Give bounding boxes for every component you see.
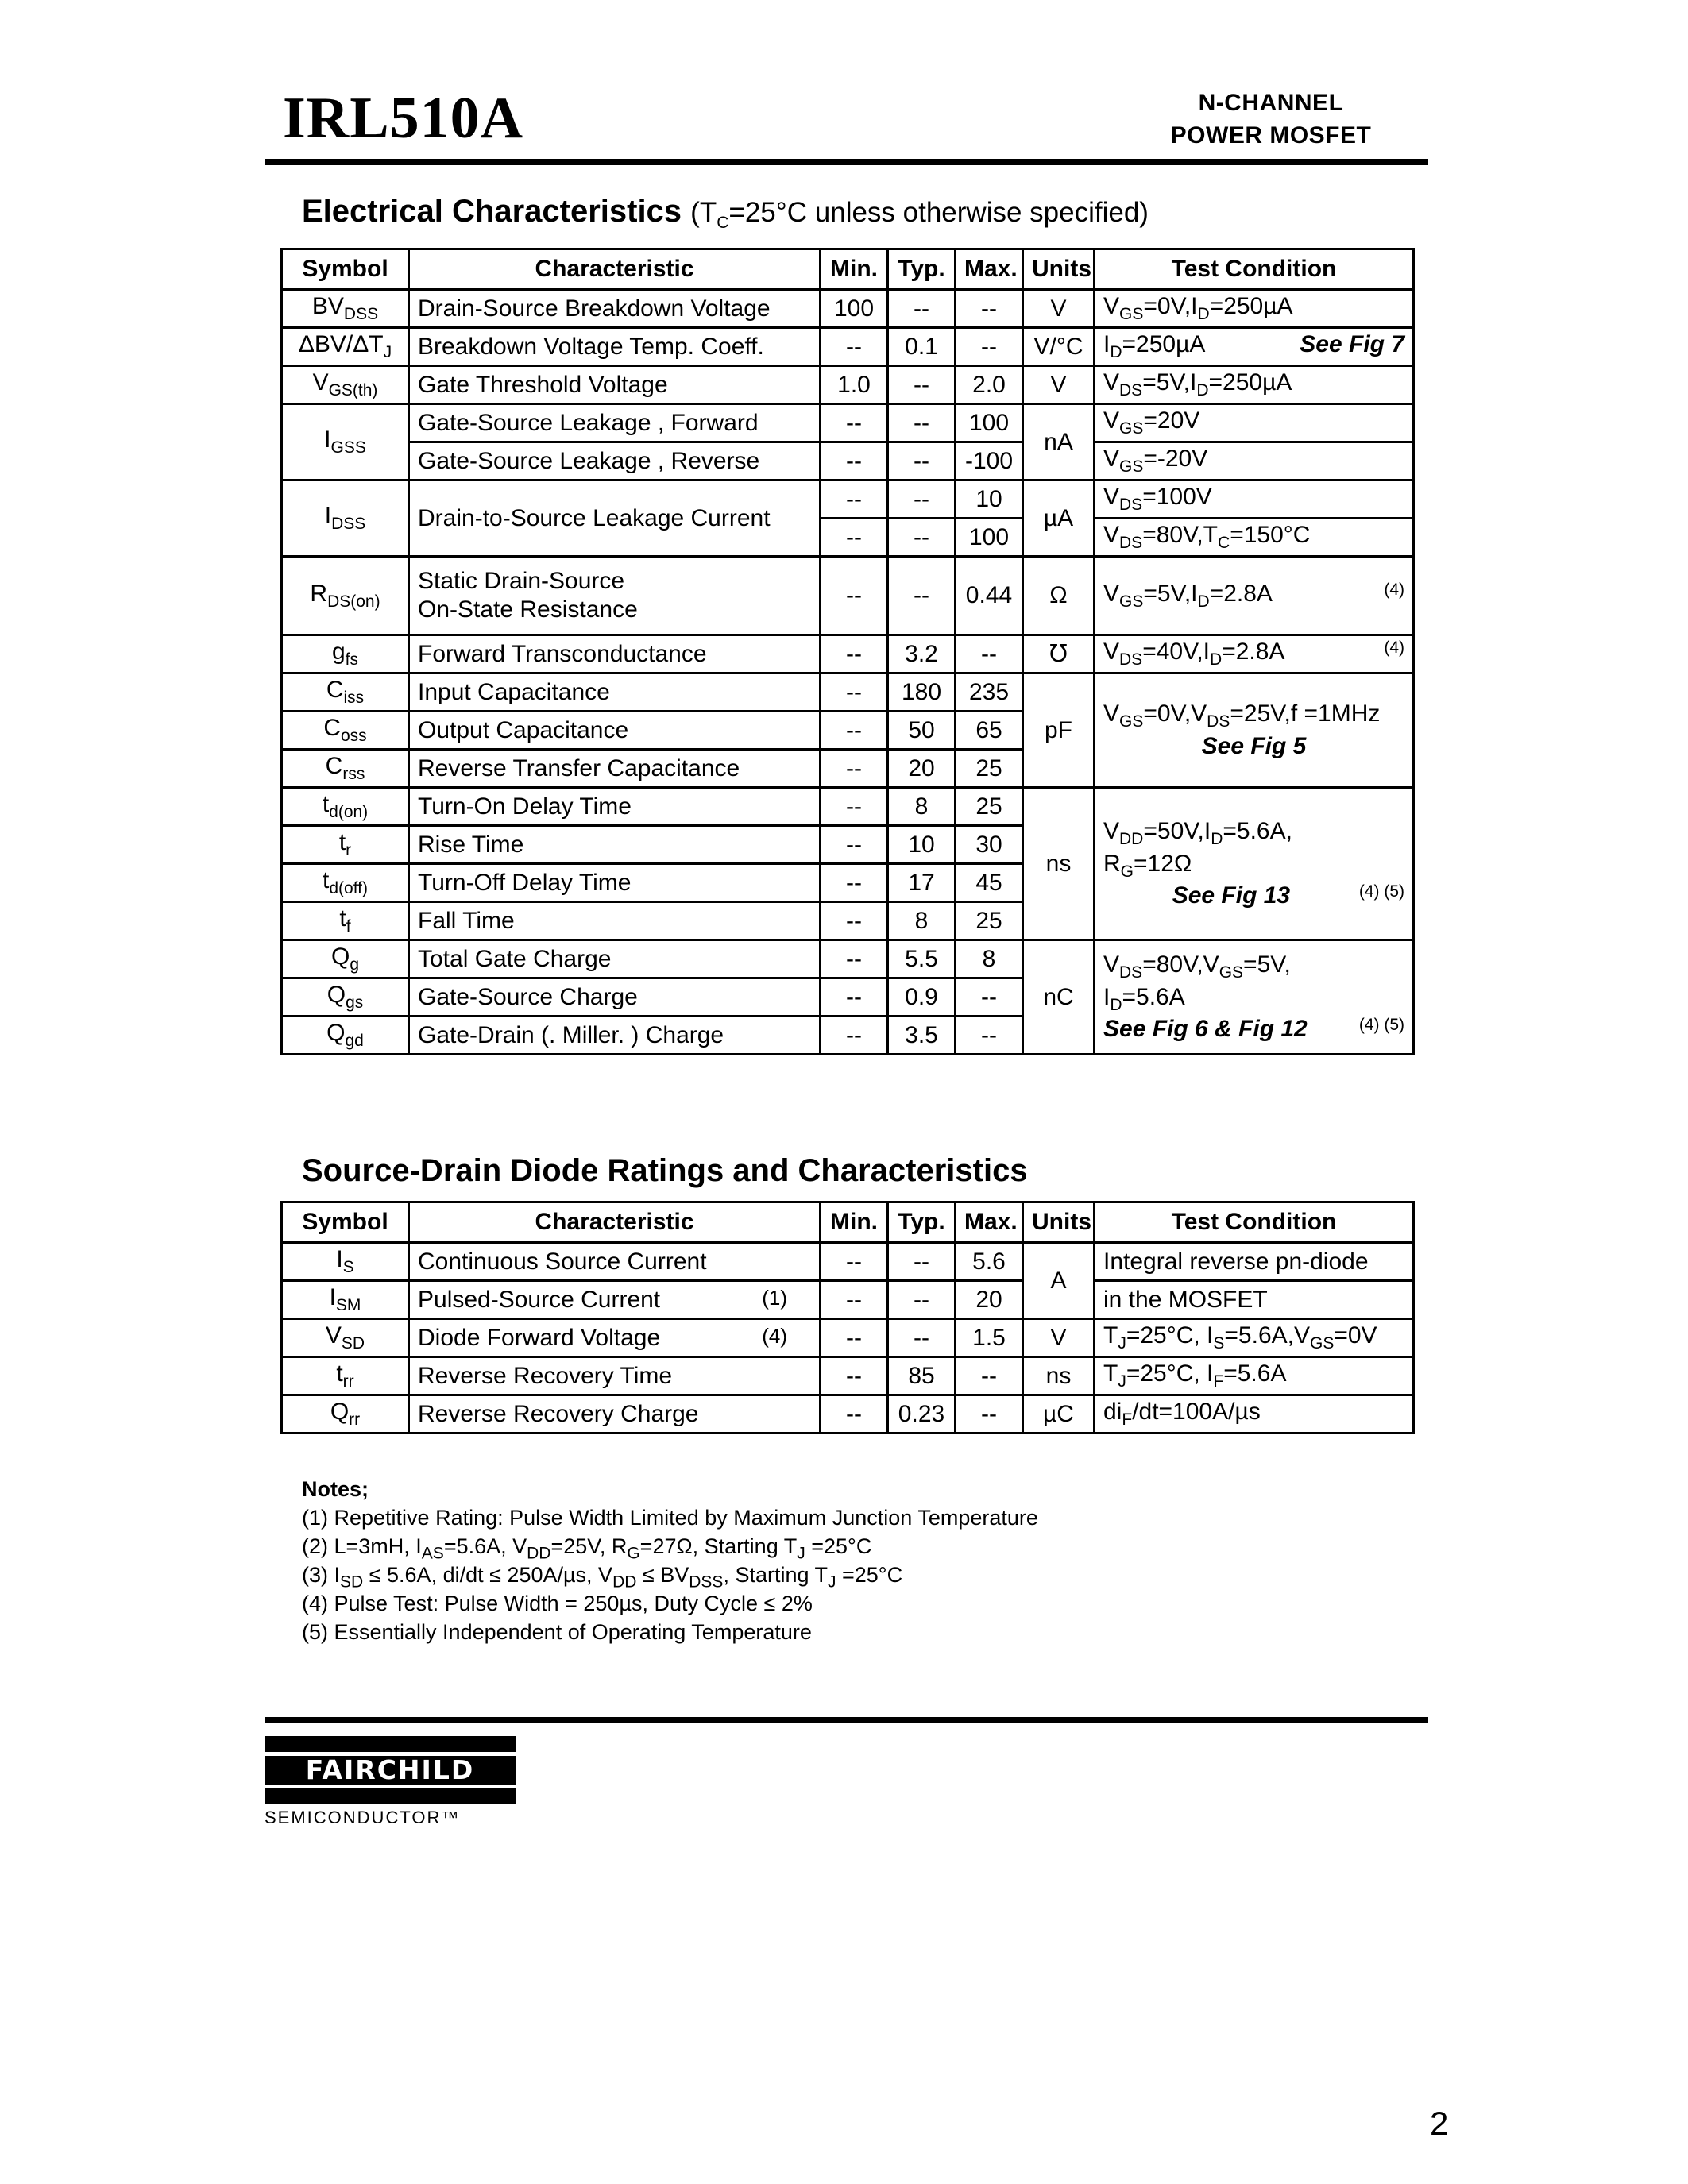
figure-reference: See Fig 5 — [1201, 732, 1307, 759]
symbol-cell: $I_S$ — [282, 1243, 409, 1281]
typ-cell: 0.1 — [888, 328, 956, 366]
table-header-row — [282, 249, 1414, 290]
max-cell: -- — [956, 290, 1023, 328]
max-cell: -100 — [956, 442, 1023, 480]
characteristic-cell: Turn-On Delay Time — [409, 788, 821, 826]
max-cell: 235 — [956, 673, 1023, 712]
note-reference: (4) — [1384, 639, 1404, 658]
section-title-text: Electrical Characteristics — [302, 194, 682, 229]
symbol-cell: $t_r$ — [282, 826, 409, 864]
figure-reference: See Fig 7 — [1300, 331, 1404, 358]
source-drain-diode-table — [280, 1201, 1415, 1434]
symbol-cell: $I_{SM}$ — [282, 1281, 409, 1319]
table-row — [282, 366, 1414, 404]
symbol-cell: $V_{GS(th)}$ — [282, 366, 409, 404]
symbol-cell: $R_{DS(on)}$ — [282, 557, 409, 635]
col-header-symbol: Symbol — [282, 1202, 409, 1243]
note-2: (2) L=3mH, $I_{AS}=5.6A$, $V_{DD}=25V$, $R_G=27\Omega$, Starting $T_J =25^\circ C$ — [302, 1534, 872, 1563]
typ-cell: -- — [888, 366, 956, 404]
symbol-cell: $g_{fs}$ — [282, 635, 409, 673]
typ-cell: 8 — [888, 902, 956, 940]
characteristic-cell: Gate-Source Charge — [409, 978, 821, 1017]
min-cell: -- — [821, 519, 888, 557]
col-header-units: Units — [1023, 1202, 1095, 1243]
test-condition-cell: $T_J=25^\circ C$, $I_S=5.6A,V_{GS}=0V$ — [1095, 1319, 1414, 1357]
typ-cell: 180 — [888, 673, 956, 712]
max-cell: 5.6 — [956, 1243, 1023, 1281]
max-cell: -- — [956, 978, 1023, 1017]
symbol-cell: $BV_{DSS}$ — [282, 290, 409, 328]
test-condition-cell: $I_D=250\mu A$ See Fig 7 — [1095, 328, 1414, 366]
table-row — [282, 442, 1414, 480]
units-cell: ns — [1023, 788, 1095, 940]
table-row — [282, 1319, 1414, 1357]
table-row — [282, 1243, 1414, 1281]
test-condition-cell: $T_J=25^\circ C$, $I_F=5.6A$ — [1095, 1357, 1414, 1395]
page-number: 2 — [1430, 2105, 1449, 2142]
table-row — [282, 1357, 1414, 1395]
min-cell: -- — [821, 1319, 888, 1357]
min-cell: -- — [821, 557, 888, 635]
min-cell: -- — [821, 635, 888, 673]
test-condition-cell: $V_{DS}=40V,I_D=2.8A$ (4) — [1095, 635, 1414, 673]
note-reference: (4) — [1384, 580, 1404, 599]
min-cell: -- — [821, 1281, 888, 1319]
characteristic-cell: Rise Time — [409, 826, 821, 864]
characteristic-cell: Drain-Source Breakdown Voltage — [409, 290, 821, 328]
min-cell: -- — [821, 1243, 888, 1281]
min-cell: -- — [821, 788, 888, 826]
typ-cell: 3.5 — [888, 1017, 956, 1055]
min-cell: -- — [821, 978, 888, 1017]
symbol-cell: $V_{SD}$ — [282, 1319, 409, 1357]
col-header-min: Min. — [821, 1202, 888, 1243]
table-row — [282, 557, 1414, 635]
table-header-row — [282, 1202, 1414, 1243]
min-cell: -- — [821, 673, 888, 712]
col-header-characteristic: Characteristic — [409, 1202, 821, 1243]
symbol-cell: $t_{d(on)}$ — [282, 788, 409, 826]
electrical-characteristics-title — [302, 194, 1149, 233]
test-condition-cell: $V_{DD}=50V,I_D=5.6A$, $R_G=12\Omega$ See Fig 13 (4) (5) — [1095, 788, 1414, 940]
typ-cell: 0.23 — [888, 1395, 956, 1433]
max-cell: 65 — [956, 712, 1023, 750]
test-condition-cell: $V_{DS}=5V,I_D=250\mu A$ — [1095, 366, 1414, 404]
table-row — [282, 940, 1414, 978]
test-condition-cell: $V_{GS}=0V,I_D=250\mu A$ — [1095, 290, 1414, 328]
characteristic-cell: Output Capacitance — [409, 712, 821, 750]
units-cell: V — [1023, 1319, 1095, 1357]
typ-cell: 3.2 — [888, 635, 956, 673]
symbol-cell: $I_{GSS}$ — [282, 404, 409, 480]
characteristic-cell: Turn-Off Delay Time — [409, 864, 821, 902]
typ-cell: 85 — [888, 1357, 956, 1395]
figure-reference: See Fig 6 & Fig 12 — [1103, 1015, 1308, 1042]
temperature-condition: ($T_C=25^\circ C$ unless otherwise specified) — [690, 197, 1149, 232]
symbol-cell: $C_{iss}$ — [282, 673, 409, 712]
units-cell: V — [1023, 290, 1095, 328]
table-row — [282, 328, 1414, 366]
max-cell: -- — [956, 328, 1023, 366]
min-cell: -- — [821, 328, 888, 366]
min-cell: -- — [821, 404, 888, 442]
max-cell: 1.5 — [956, 1319, 1023, 1357]
test-condition-cell: $V_{DS}=100V$ — [1095, 480, 1414, 519]
symbol-cell: ΔBV/$\Delta T_J$ — [282, 328, 409, 366]
units-cell: nC — [1023, 940, 1095, 1055]
col-header-typ: Typ. — [888, 1202, 956, 1243]
symbol-cell: $Q_{gs}$ — [282, 978, 409, 1017]
note-reference: (1) — [762, 1285, 787, 1310]
min-cell: -- — [821, 864, 888, 902]
source-drain-diode-title: Source-Drain Diode Ratings and Characteristics — [302, 1153, 1028, 1188]
units-cell: V/°C — [1023, 328, 1095, 366]
units-cell: V — [1023, 366, 1095, 404]
test-condition-cell: $V_{DS}=80V,T_C=150^\circ C$ — [1095, 519, 1414, 557]
typ-cell: 50 — [888, 712, 956, 750]
units-cell: pF — [1023, 673, 1095, 788]
col-header-symbol: Symbol — [282, 249, 409, 290]
units-cell: ℧ — [1023, 635, 1095, 673]
typ-cell: -- — [888, 1281, 956, 1319]
units-cell: µA — [1023, 480, 1095, 557]
test-condition-cell: $V_{GS}=-20V$ — [1095, 442, 1414, 480]
table-row — [282, 404, 1414, 442]
typ-cell: 0.9 — [888, 978, 956, 1017]
test-condition-cell: in the MOSFET — [1095, 1281, 1414, 1319]
min-cell: -- — [821, 1357, 888, 1395]
test-condition-cell: $di_F/dt=100A/\mu s$ — [1095, 1395, 1414, 1433]
footer-rule — [265, 1717, 1428, 1723]
units-cell: nA — [1023, 404, 1095, 480]
min-cell: -- — [821, 826, 888, 864]
min-cell: 1.0 — [821, 366, 888, 404]
symbol-cell: $t_{d(off)}$ — [282, 864, 409, 902]
figure-reference: See Fig 13 — [1172, 882, 1291, 909]
symbol-cell: $C_{rss}$ — [282, 750, 409, 788]
units-cell: µC — [1023, 1395, 1095, 1433]
electrical-characteristics-table — [280, 248, 1415, 1055]
characteristic-cell: Gate-Source Leakage , Forward — [409, 404, 821, 442]
characteristic-cell: Reverse Recovery Time — [409, 1357, 821, 1395]
table-row — [282, 1395, 1414, 1433]
characteristic-cell: Reverse Recovery Charge — [409, 1395, 821, 1433]
max-cell: 20 — [956, 1281, 1023, 1319]
part-number: IRL510A — [283, 86, 524, 151]
max-cell: 25 — [956, 902, 1023, 940]
units-cell: ns — [1023, 1357, 1095, 1395]
table-row — [282, 635, 1414, 673]
note-1: (1) Repetitive Rating: Pulse Width Limited by Maximum Junction Temperature — [302, 1506, 1038, 1530]
col-header-test-condition: Test Condition — [1095, 1202, 1414, 1243]
typ-cell: -- — [888, 290, 956, 328]
max-cell: 100 — [956, 519, 1023, 557]
typ-cell: -- — [888, 480, 956, 519]
note-3: (3) $I_{SD} \le 5.6A$, di/dt ≤ 250A/µs, $V_{DD} \le BV_{DSS}$, Starting $T_J =25^\circ C$ — [302, 1563, 903, 1592]
characteristic-cell: Total Gate Charge — [409, 940, 821, 978]
min-cell: -- — [821, 1017, 888, 1055]
typ-cell: -- — [888, 1319, 956, 1357]
max-cell: 25 — [956, 750, 1023, 788]
characteristic-cell: Breakdown Voltage Temp. Coeff. — [409, 328, 821, 366]
logo-bar-top — [265, 1736, 516, 1752]
note-reference: (4) (5) — [1358, 882, 1404, 901]
min-cell: -- — [821, 1395, 888, 1433]
notes-title: Notes; — [302, 1477, 369, 1501]
symbol-cell: $Q_{rr}$ — [282, 1395, 409, 1433]
max-cell: -- — [956, 1357, 1023, 1395]
test-condition-cell: $V_{GS}=5V,I_D=2.8A$ (4) — [1095, 557, 1414, 635]
note-5: (5) Essentially Independent of Operating Temperature — [302, 1620, 812, 1644]
col-header-max: Max. — [956, 1202, 1023, 1243]
table-row — [282, 1281, 1414, 1319]
typ-cell: -- — [888, 519, 956, 557]
max-cell: 8 — [956, 940, 1023, 978]
max-cell: 25 — [956, 788, 1023, 826]
header-rule — [265, 159, 1428, 165]
test-condition-cell: $V_{GS}=20V$ — [1095, 404, 1414, 442]
typ-cell: 8 — [888, 788, 956, 826]
characteristic-cell: Drain-to-Source Leakage Current — [409, 480, 821, 557]
characteristic-cell: Diode Forward Voltage (4) — [409, 1319, 821, 1357]
symbol-cell: $I_{DSS}$ — [282, 480, 409, 557]
typ-cell: -- — [888, 557, 956, 635]
characteristic-cell: Gate-Drain (. Miller. ) Charge — [409, 1017, 821, 1055]
characteristic-cell: Pulsed-Source Current (1) — [409, 1281, 821, 1319]
typ-cell: 5.5 — [888, 940, 956, 978]
characteristic-cell: Input Capacitance — [409, 673, 821, 712]
fairchild-logo: FAIRCHILD — [265, 1756, 516, 1785]
characteristic-cell: Gate-Source Leakage , Reverse — [409, 442, 821, 480]
characteristic-cell: Continuous Source Current — [409, 1243, 821, 1281]
note-4: (4) Pulse Test: Pulse Width = 250µs, Duty Cycle ≤ 2% — [302, 1592, 813, 1615]
max-cell: 30 — [956, 826, 1023, 864]
units-cell: Ω — [1023, 557, 1095, 635]
max-cell: 2.0 — [956, 366, 1023, 404]
min-cell: 100 — [821, 290, 888, 328]
table-row — [282, 290, 1414, 328]
max-cell: 0.44 — [956, 557, 1023, 635]
typ-cell: 20 — [888, 750, 956, 788]
max-cell: 10 — [956, 480, 1023, 519]
units-cell: A — [1023, 1243, 1095, 1319]
max-cell: 100 — [956, 404, 1023, 442]
max-cell: -- — [956, 1017, 1023, 1055]
table-row — [282, 673, 1414, 712]
typ-cell: -- — [888, 1243, 956, 1281]
characteristic-cell: Gate Threshold Voltage — [409, 366, 821, 404]
min-cell: -- — [821, 940, 888, 978]
min-cell: -- — [821, 750, 888, 788]
test-condition-cell: $V_{DS}=80V,V_{GS}=5V$, $I_D=5.6A$ See Fig 6 & Fig 12 (4) (5) — [1095, 940, 1414, 1055]
symbol-cell: $C_{oss}$ — [282, 712, 409, 750]
col-header-characteristic: Characteristic — [409, 249, 821, 290]
typ-cell: 17 — [888, 864, 956, 902]
logo-bar-bottom — [265, 1788, 516, 1804]
min-cell: -- — [821, 442, 888, 480]
symbol-cell: $t_{rr}$ — [282, 1357, 409, 1395]
max-cell: -- — [956, 1395, 1023, 1433]
col-header-test-condition: Test Condition — [1095, 249, 1414, 290]
logo-subtitle: SEMICONDUCTOR™ — [265, 1808, 461, 1827]
typ-cell: -- — [888, 404, 956, 442]
test-condition-cell: Integral reverse pn-diode — [1095, 1243, 1414, 1281]
typ-cell: 10 — [888, 826, 956, 864]
col-header-max: Max. — [956, 249, 1023, 290]
characteristic-cell: Static Drain-Source On-State Resistance — [409, 557, 821, 635]
table-row — [282, 480, 1414, 519]
device-category-line1: N-CHANNEL — [1198, 90, 1344, 116]
table-row — [282, 788, 1414, 826]
min-cell: -- — [821, 480, 888, 519]
characteristic-cell: Reverse Transfer Capacitance — [409, 750, 821, 788]
symbol-cell: $t_f$ — [282, 902, 409, 940]
characteristic-cell: Fall Time — [409, 902, 821, 940]
min-cell: -- — [821, 712, 888, 750]
max-cell: -- — [956, 635, 1023, 673]
col-header-min: Min. — [821, 249, 888, 290]
device-category-line2: POWER MOSFET — [1170, 122, 1372, 149]
min-cell: -- — [821, 902, 888, 940]
test-condition-cell: $V_{GS}=0V,V_{DS}=25V,f =1MHz$ See Fig 5 — [1095, 673, 1414, 788]
symbol-cell: $Q_g$ — [282, 940, 409, 978]
col-header-typ: Typ. — [888, 249, 956, 290]
col-header-units: Units — [1023, 249, 1095, 290]
symbol-cell: $Q_{gd}$ — [282, 1017, 409, 1055]
characteristic-cell: Forward Transconductance — [409, 635, 821, 673]
note-reference: (4) — [762, 1323, 787, 1348]
note-reference: (4) (5) — [1358, 1015, 1404, 1034]
max-cell: 45 — [956, 864, 1023, 902]
typ-cell: -- — [888, 442, 956, 480]
